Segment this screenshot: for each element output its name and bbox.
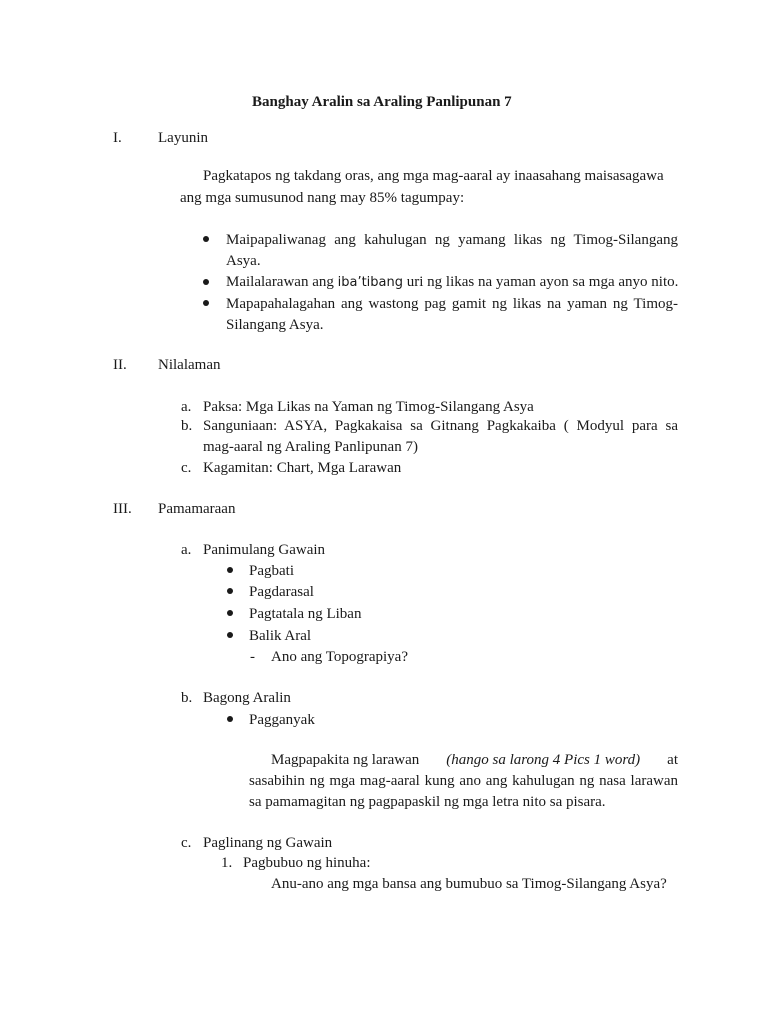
intro-line: ang mga sumusunod nang may 85% tagumpay: [180, 190, 465, 206]
list-item: Pagbati [249, 563, 294, 579]
bullet-icon [227, 716, 233, 722]
bullet-icon [203, 300, 209, 306]
question-text: Anu-ano ang mga bansa ang bumubuo sa Timog-Silangang Asya? [271, 876, 667, 892]
intro-line: Pagkatapos ng takdang oras, ang mga mag-aaral ay inaasahang maisasagawa [203, 168, 664, 184]
list-marker: b. [181, 690, 193, 706]
list-item: Pagganyak [249, 712, 315, 728]
list-item: Sanguniaan: ASYA, Pagkakaisa sa Gitnang Pagkakaiba ( Modyul para sa [203, 418, 678, 434]
list-item: mag-aaral ng Araling Panlipunan 7) [203, 439, 418, 455]
paragraph-line: sa pamamagitan ng pagpapaskil ng mga letra nito sa pisara. [249, 794, 606, 810]
list-marker: b. [181, 418, 193, 434]
list-item: Pagbubuo ng hinuha: [243, 855, 371, 871]
paragraph-italic-text: (hango sa larong 4 Pics 1 word) [446, 752, 641, 768]
objective-line: Maipapaliwanag ang kahulugan ng yamang likas ng Timog-Silangang [226, 232, 678, 248]
objective-text: uri ng likas na yaman ayon sa mga anyo nito. [403, 274, 679, 290]
list-marker: a. [181, 399, 192, 415]
objective-special-word: iba’tibang [337, 275, 404, 290]
list-item: Pagtatala ng Liban [249, 606, 362, 622]
subsection-title: Bagong Aralin [203, 690, 291, 706]
bullet-icon [227, 632, 233, 638]
dash-marker: - [250, 649, 255, 665]
list-marker: c. [181, 835, 192, 851]
section-heading-layunin: Layunin [158, 130, 208, 146]
bullet-icon [227, 610, 233, 616]
section-numeral: II. [113, 357, 127, 373]
objective-line: Asya. [226, 253, 261, 269]
list-marker: 1. [221, 855, 233, 871]
list-item: Kagamitan: Chart, Mga Larawan [203, 460, 402, 476]
paragraph-line [271, 750, 678, 772]
list-item: Paksa: Mga Likas na Yaman ng Timog-Silangang Asya [203, 399, 534, 415]
objective-line: Silangang Asya. [226, 317, 324, 333]
bullet-icon [227, 567, 233, 573]
list-marker: a. [181, 542, 192, 558]
subsection-title: Panimulang Gawain [203, 542, 326, 558]
bullet-icon [203, 279, 209, 285]
section-numeral: I. [113, 130, 122, 146]
list-marker: c. [181, 460, 192, 476]
list-item: Ano ang Topograpiya? [271, 649, 408, 665]
paragraph-line: sasabihin ng mga mag-aaral kung ano ang kahulugan ng nasa larawan [249, 773, 678, 789]
subsection-title: Paglinang ng Gawain [203, 835, 333, 851]
section-heading-nilalaman: Nilalaman [158, 357, 221, 373]
section-heading-pamamaraan: Pamamaraan [158, 501, 236, 517]
objective-line [226, 272, 678, 294]
bullet-icon [203, 236, 209, 242]
list-item: Balik Aral [249, 628, 312, 644]
objective-text: Mailalarawan ang [226, 274, 338, 290]
section-numeral: III. [113, 501, 132, 517]
paragraph-text: Magpapakita ng larawan [271, 752, 420, 768]
bullet-icon [227, 588, 233, 594]
objective-line: Mapapahalagahan ang wastong pag gamit ng likas na yaman ng Timog- [226, 296, 678, 312]
paragraph-text: at [667, 752, 678, 768]
list-item: Pagdarasal [249, 584, 314, 600]
page-title: Banghay Aralin sa Araling Panlipunan 7 [252, 94, 512, 110]
